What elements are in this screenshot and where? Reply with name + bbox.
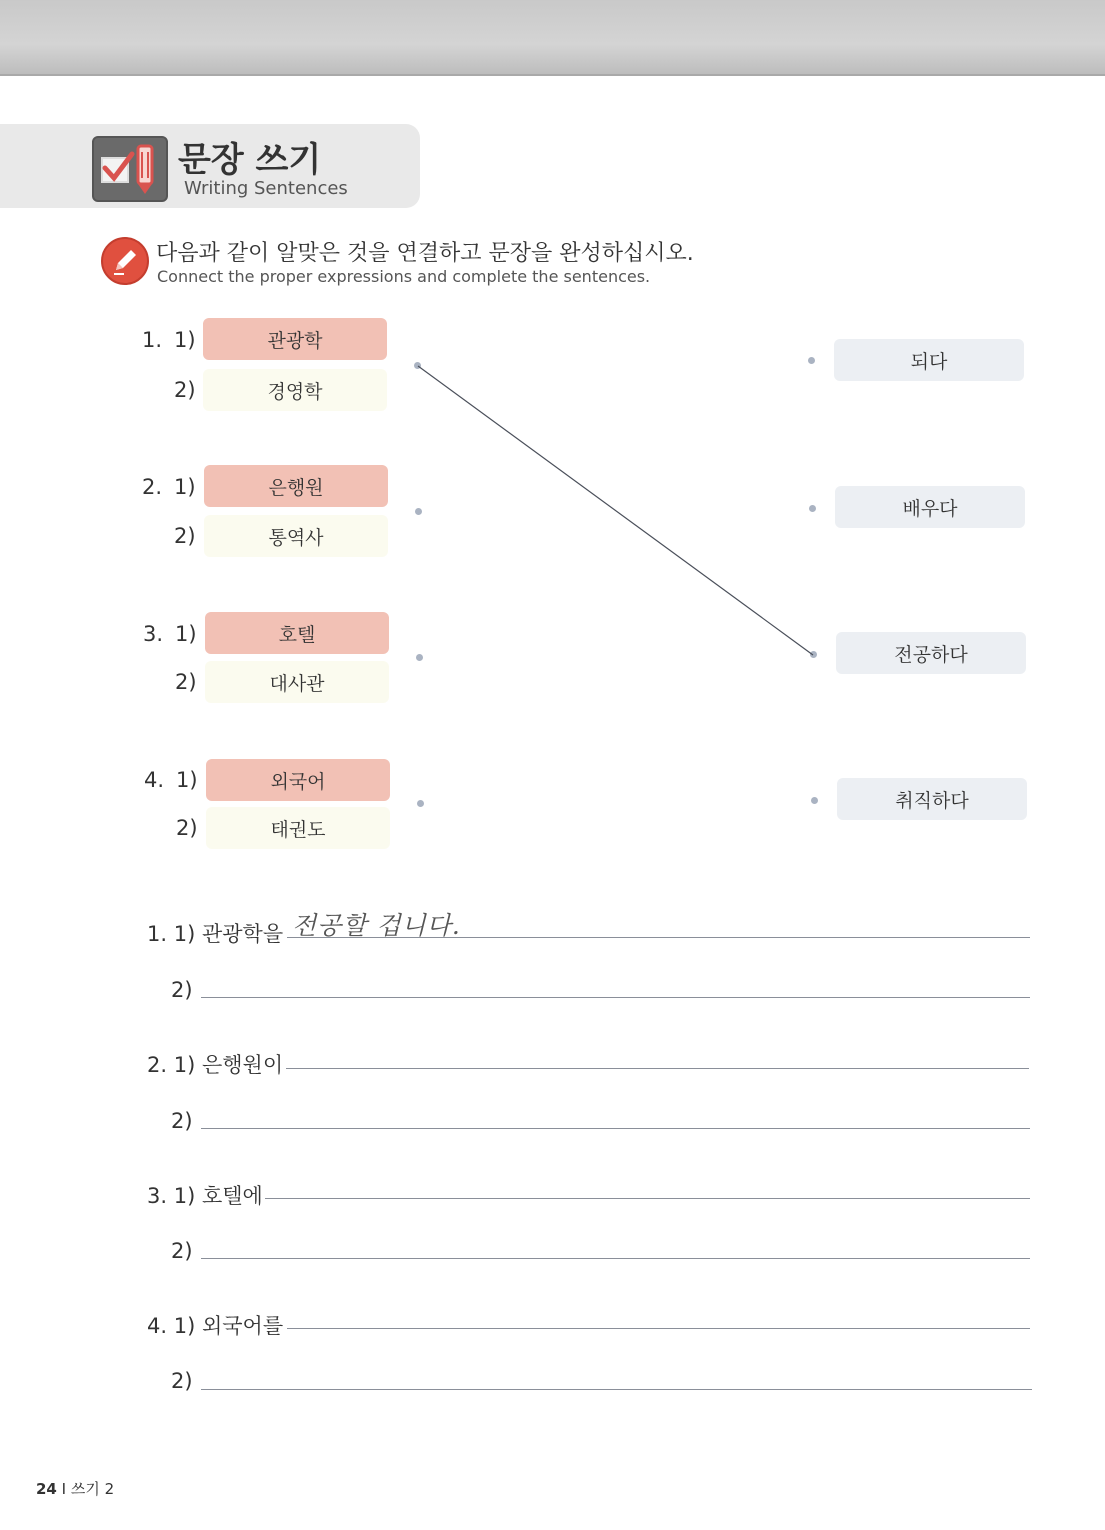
item-label: 1) — [174, 475, 196, 499]
match-dot-right[interactable] — [808, 357, 815, 364]
item-label: 1) — [174, 328, 196, 352]
match-dot-left[interactable] — [417, 800, 424, 807]
verb-box: 취직하다 — [837, 778, 1027, 820]
word-box: 태권도 — [206, 807, 390, 849]
answer-line[interactable] — [265, 1198, 1030, 1199]
word-box: 대사관 — [205, 661, 389, 703]
word-box: 은행원 — [204, 465, 388, 507]
word-box: 외국어 — [206, 759, 390, 801]
footer-separator: I — [61, 1480, 67, 1498]
sentence-number: 4. 1) 외국어를 — [147, 1314, 284, 1338]
sentence-number: 1. 1) 관광학을 — [147, 922, 284, 946]
scan-edge — [0, 0, 1105, 76]
page-number: 24 — [36, 1480, 57, 1498]
answer-line[interactable] — [287, 937, 1030, 938]
sentence-number: 3. 1) 호텔에 — [147, 1184, 263, 1208]
item-label: 2) — [176, 816, 198, 840]
match-dot-right[interactable] — [811, 797, 818, 804]
answer-line[interactable] — [201, 1258, 1030, 1259]
answer-line[interactable] — [201, 1389, 1032, 1390]
connection-line-1 — [418, 366, 813, 655]
verb-box: 되다 — [834, 339, 1024, 381]
sentence-sub-label: 2) — [171, 1109, 193, 1133]
sentence-number: 2. 1) 은행원이 — [147, 1053, 284, 1077]
match-dot-right[interactable] — [810, 651, 817, 658]
item-label: 1) — [175, 622, 197, 646]
group-number: 1. — [142, 328, 163, 352]
word-box: 통역사 — [204, 515, 388, 557]
book-title: 쓰기 2 — [70, 1480, 115, 1498]
pencil-icon — [100, 236, 150, 286]
item-label: 2) — [174, 524, 196, 548]
match-dot-right[interactable] — [809, 505, 816, 512]
handwritten-answer[interactable]: 전공할 겁니다. — [292, 911, 461, 940]
word-box: 경영학 — [203, 369, 387, 411]
answer-line[interactable] — [287, 1328, 1030, 1329]
item-label: 2) — [175, 670, 197, 694]
answer-line[interactable] — [286, 1068, 1029, 1069]
match-dot-left[interactable] — [414, 362, 421, 369]
group-number: 4. — [144, 768, 165, 792]
answer-line[interactable] — [201, 1128, 1030, 1129]
group-number: 2. — [142, 475, 163, 499]
sentence-sub-label: 2) — [171, 978, 193, 1002]
instruction-korean: 다음과 같이 알맞은 것을 연결하고 문장을 완성하십시오. — [156, 241, 694, 266]
answer-line[interactable] — [201, 997, 1030, 998]
page-footer — [36, 1478, 114, 1499]
instruction-english: Connect the proper expressions and complete the sentences. — [157, 267, 651, 286]
match-dot-left[interactable] — [416, 654, 423, 661]
group-number: 3. — [143, 622, 164, 646]
match-dot-left[interactable] — [415, 508, 422, 515]
verb-box: 배우다 — [835, 486, 1025, 528]
section-title: 문장 쓰기 — [178, 140, 322, 180]
sentence-sub-label: 2) — [171, 1369, 193, 1393]
checkbox-pencil-icon — [92, 136, 168, 202]
item-label: 1) — [176, 768, 198, 792]
section-subtitle: Writing Sentences — [184, 178, 348, 199]
word-box: 관광학 — [203, 318, 387, 360]
word-box: 호텔 — [205, 612, 389, 654]
item-label: 2) — [174, 378, 196, 402]
verb-box: 전공하다 — [836, 632, 1026, 674]
sentence-sub-label: 2) — [171, 1239, 193, 1263]
